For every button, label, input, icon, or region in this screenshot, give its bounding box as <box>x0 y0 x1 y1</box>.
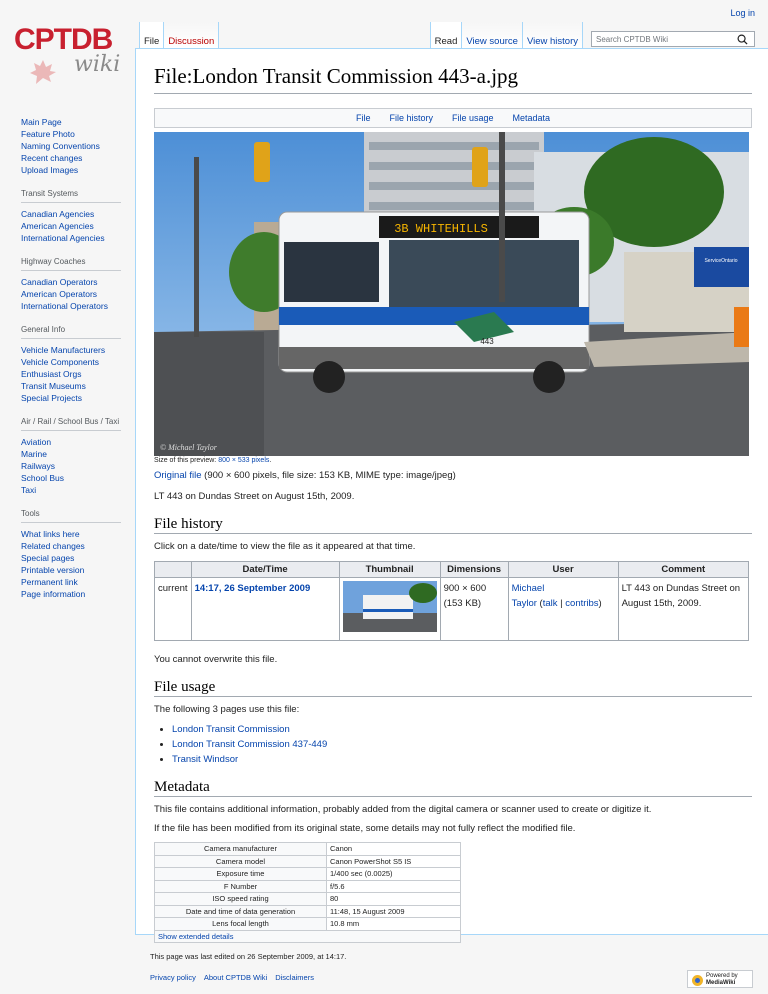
metadata-value: Canon PowerShot S5 IS <box>327 855 461 868</box>
dimensions-cell <box>440 578 508 641</box>
sidebar-section-tools <box>21 509 121 600</box>
list-item <box>172 722 752 737</box>
sidebar-section-air-rail <box>21 417 121 496</box>
table-row <box>155 578 749 641</box>
sidebar-item-vehicle-components[interactable]: Vehicle Components <box>21 357 99 367</box>
table-header: User <box>508 562 618 578</box>
sidebar-heading: Air / Rail / School Bus / Taxi <box>21 417 121 431</box>
sidebar-heading: General Info <box>21 325 121 339</box>
footer-links <box>150 973 314 982</box>
logo-sub: wiki <box>74 52 121 77</box>
preview-size-info <box>154 457 752 464</box>
usage-link[interactable]: Transit Windsor <box>172 754 239 765</box>
tab-file[interactable]: File <box>139 22 164 48</box>
comment-cell: LT 443 on Dundas Street on August 15th, 2009. <box>618 578 748 641</box>
table-header: Date/Time <box>191 562 339 578</box>
search-placeholder: Search CPTDB Wiki <box>596 35 669 44</box>
metadata-intro-1: This file contains additional information, probably added from the digital camera or scanner used to create or digitize it. <box>154 804 652 815</box>
show-extended-details-link[interactable]: Show extended details <box>158 931 234 941</box>
user-link-last[interactable]: Taylor <box>511 598 537 609</box>
original-file-info <box>154 469 752 483</box>
toc-file[interactable]: File <box>355 113 371 123</box>
size-value: (153 KB) <box>443 598 482 609</box>
sidebar-item-related-changes[interactable]: Related changes <box>21 541 85 551</box>
metadata-value: f/5.6 <box>327 880 461 893</box>
sidebar-item-what-links-here[interactable]: What links here <box>21 529 80 539</box>
table-row <box>155 880 461 893</box>
footer-link-disclaimers[interactable]: Disclaimers <box>275 973 314 982</box>
metadata-label: Camera manufacturer <box>155 843 327 856</box>
table-row <box>155 843 461 856</box>
sidebar-item-special-pages[interactable]: Special pages <box>21 553 75 563</box>
sidebar-heading: Highway Coaches <box>21 257 121 271</box>
thumbnail-image[interactable] <box>343 581 437 632</box>
sidebar-item-main-page[interactable]: Main Page <box>21 117 62 127</box>
bus-destination-sign: 3B WHITEHILLS <box>394 222 488 236</box>
footer-link-about[interactable]: About CPTDB Wiki <box>203 973 268 982</box>
dimensions-value: 900 × 600 <box>443 583 487 594</box>
sidebar-item-marine[interactable]: Marine <box>21 449 47 459</box>
toc-file-history[interactable]: File history <box>389 113 433 123</box>
sidebar-heading: Tools <box>21 509 121 523</box>
status-cell: current <box>155 578 192 641</box>
sidebar-item-canadian-agencies[interactable]: Canadian Agencies <box>21 209 95 219</box>
sidebar-item-upload-images[interactable]: Upload Images <box>21 165 79 175</box>
sidebar-item-railways[interactable]: Railways <box>21 461 56 471</box>
metadata-value: Canon <box>327 843 461 856</box>
table-header-row <box>155 562 749 578</box>
list-item <box>172 737 752 752</box>
tab-discussion[interactable]: Discussion <box>164 22 219 48</box>
sidebar-item-school-bus[interactable]: School Bus <box>21 473 64 483</box>
metadata-label: ISO speed rating <box>155 893 327 906</box>
sidebar-item-permanent-link[interactable]: Permanent link <box>21 577 78 587</box>
namespace-tabs <box>139 22 219 48</box>
table-header-blank <box>155 562 192 578</box>
sidebar-item-feature-photo[interactable]: Feature Photo <box>21 129 75 139</box>
mediawiki-text: MediaWiki <box>706 980 736 986</box>
tab-view-source[interactable]: View source <box>462 22 523 48</box>
file-description: LT 443 on Dundas Street on August 15th, 2009. <box>154 491 355 502</box>
file-usage-intro: The following 3 pages use this file: <box>154 704 300 715</box>
sidebar-heading: Transit Systems <box>21 189 121 203</box>
file-history-heading: File history <box>154 515 752 534</box>
talk-link[interactable]: talk <box>542 598 558 609</box>
metadata-label: Date and time of data generation <box>155 905 327 918</box>
personal-tools <box>730 8 755 18</box>
table-row <box>155 905 461 918</box>
footer-link-privacy[interactable]: Privacy policy <box>150 973 196 982</box>
table-header: Dimensions <box>440 562 508 578</box>
toc-file-usage[interactable]: File usage <box>451 113 494 123</box>
sidebar-item-page-information[interactable]: Page information <box>21 589 86 599</box>
metadata-value: 10.8 mm <box>327 918 461 931</box>
original-file-link[interactable]: Original file <box>154 470 202 481</box>
sidebar-item-international-agencies[interactable]: International Agencies <box>21 233 105 243</box>
mediawiki-icon <box>691 974 704 987</box>
metadata-label: Exposure time <box>155 868 327 881</box>
sidebar-item-special-projects[interactable]: Special Projects <box>21 393 82 403</box>
datetime-link[interactable]: 14:17, 26 September 2009 <box>194 583 311 594</box>
sidebar-item-american-operators[interactable]: American Operators <box>21 289 98 299</box>
sidebar-item-printable-version[interactable]: Printable version <box>21 565 85 575</box>
table-row <box>155 855 461 868</box>
table-row <box>155 918 461 931</box>
table-header: Comment <box>618 562 748 578</box>
tab-view-history[interactable]: View history <box>523 22 583 48</box>
site-logo[interactable] <box>14 25 134 90</box>
file-history-intro: Click on a date/time to view the file as it appeared at that time. <box>154 541 416 552</box>
metadata-value: 1/400 sec (0.0025) <box>327 868 461 881</box>
page-title: File:London Transit Commission 443-a.jpg <box>154 63 752 94</box>
sidebar-section-transit-systems <box>21 189 121 244</box>
table-row <box>155 930 461 943</box>
sidebar-item-american-agencies[interactable]: American Agencies <box>21 221 94 231</box>
metadata-label: F Number <box>155 880 327 893</box>
list-item <box>172 752 752 767</box>
sidebar-item-aviation[interactable]: Aviation <box>21 437 52 447</box>
datetime-cell <box>191 578 339 641</box>
original-file-details: (900 × 600 pixels, file size: 153 KB, MIME type: image/jpeg) <box>204 470 456 481</box>
leaf-icon <box>28 58 58 86</box>
metadata-value: 11:48, 15 August 2009 <box>327 905 461 918</box>
tab-read[interactable]: Read <box>430 22 463 48</box>
extended-details-cell <box>155 930 461 943</box>
search-icon[interactable] <box>737 34 748 45</box>
sidebar <box>21 116 121 613</box>
file-toc <box>154 108 752 128</box>
sidebar-item-recent-changes[interactable]: Recent changes <box>21 153 83 163</box>
sidebar-item-enthusiast-orgs[interactable]: Enthusiast Orgs <box>21 369 82 379</box>
toc-metadata[interactable]: Metadata <box>512 113 551 123</box>
sidebar-item-international-operators[interactable]: International Operators <box>21 301 108 311</box>
user-link-first[interactable]: Michael <box>511 583 545 594</box>
metadata-table <box>154 842 461 943</box>
contribs-link[interactable]: contribs <box>565 598 599 609</box>
preview-size-link[interactable]: 800 × 533 pixels <box>218 457 270 464</box>
sidebar-navigation <box>21 116 121 176</box>
footer-last-edited: This page was last edited on 26 September 2009, at 14:17. <box>150 952 347 961</box>
powered-by-text: Powered by <box>706 973 738 979</box>
content-area <box>135 48 768 941</box>
metadata-intro-2: If the file has been modified from its original state, some details may not fully reflect the modified file. <box>154 823 576 834</box>
bus-number-label: 443 <box>480 337 494 346</box>
file-usage-list <box>172 722 752 767</box>
usage-link[interactable]: London Transit Commission 437-449 <box>172 739 328 750</box>
table-row <box>155 893 461 906</box>
preview-size-label: Size of this preview: <box>154 457 217 464</box>
table-header: Thumbnail <box>339 562 440 578</box>
logo-brand: CPTDB <box>14 23 113 56</box>
thumbnail-cell <box>339 578 440 641</box>
user-cell: Michael Taylor (talk | contribs) <box>508 578 618 641</box>
file-history-table <box>154 561 749 641</box>
sidebar-item-canadian-operators[interactable]: Canadian Operators <box>21 277 98 287</box>
file-preview-image[interactable] <box>154 132 749 456</box>
sidebar-item-naming-conventions[interactable]: Naming Conventions <box>21 141 100 151</box>
photo-credit: © Michael Taylor <box>160 443 217 452</box>
sidebar-section-highway-coaches <box>21 257 121 312</box>
table-row <box>155 868 461 881</box>
sidebar-item-transit-museums[interactable]: Transit Museums <box>21 381 86 391</box>
metadata-label: Lens focal length <box>155 918 327 931</box>
sidebar-item-vehicle-manufacturers[interactable]: Vehicle Manufacturers <box>21 345 106 355</box>
sidebar-section-general-info <box>21 325 121 404</box>
metadata-heading: Metadata <box>154 778 752 797</box>
powered-by-mediawiki-badge[interactable] <box>687 970 753 988</box>
sidebar-item-taxi[interactable]: Taxi <box>21 485 37 495</box>
period: . <box>269 457 272 464</box>
overwrite-note: You cannot overwrite this file. <box>154 654 278 665</box>
search-input[interactable] <box>591 31 755 47</box>
file-usage-heading: File usage <box>154 678 752 697</box>
store-sign: ServiceOntario <box>704 258 738 264</box>
usage-link[interactable]: London Transit Commission <box>172 724 290 735</box>
metadata-value: 80 <box>327 893 461 906</box>
metadata-label: Camera model <box>155 855 327 868</box>
view-tabs <box>430 22 755 48</box>
login-link[interactable]: Log in <box>730 8 755 18</box>
